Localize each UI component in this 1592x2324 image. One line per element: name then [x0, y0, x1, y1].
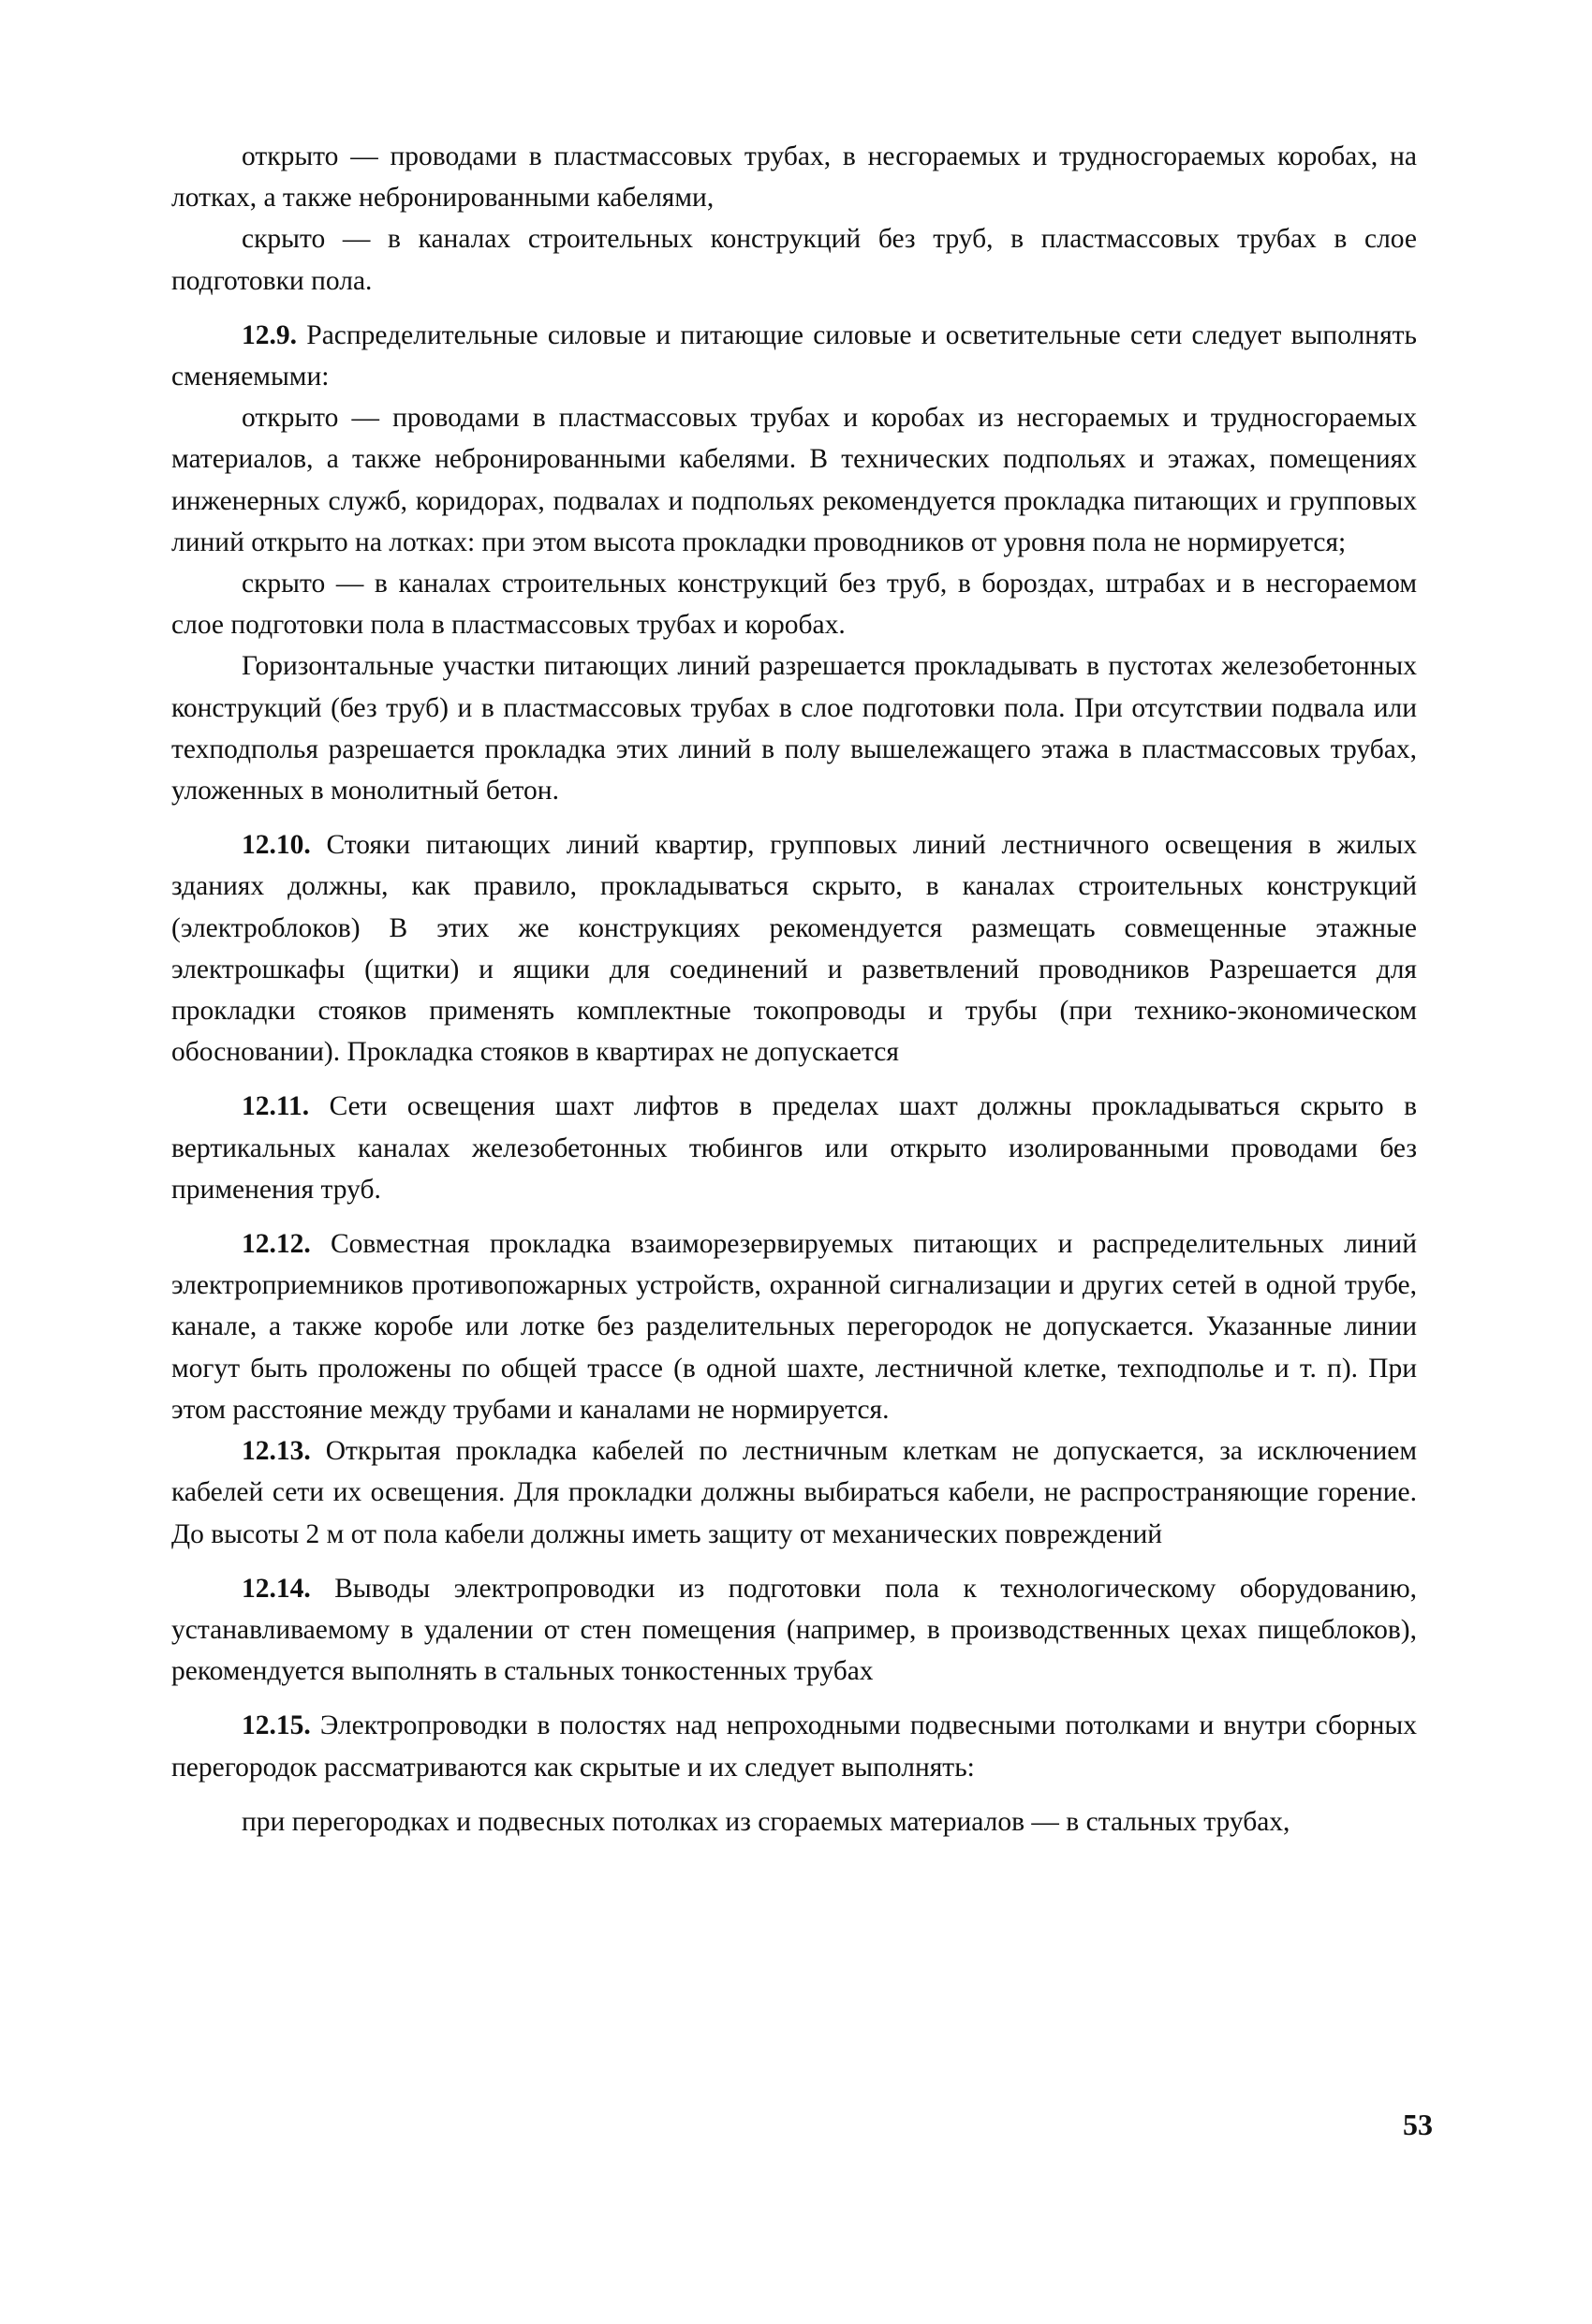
paragraph-text: скрыто — в каналах строительных конструкций без труб, в бороздах, штрабах и в несгораемом слое подготовки пола в пластмассовых трубах и коробах. — [171, 569, 1417, 641]
clause-12-10 — [171, 824, 1417, 1073]
clause-text: Выводы электропроводки из подготовки пола к технологическому оборудованию, устанавливаемому в удалении от стен помещения (например, в производственных цехах пищеблоков), рекомендуется выполнять в стальных тонкостенных трубах — [171, 1573, 1417, 1687]
clause-12-11 — [171, 1086, 1417, 1210]
clause-text: Распределительные силовые и питающие силовые и осветительные сети следует выполнять сменяемыми: — [171, 319, 1417, 392]
document-body — [171, 136, 1417, 1843]
clause-number: 12.11. — [242, 1091, 310, 1122]
clause-number: 12.15. — [242, 1710, 311, 1741]
clause-number: 12.14. — [242, 1573, 311, 1604]
clause-text: Сети освещения шахт лифтов в пределах шахт должны прокладываться скрыто в вертикальных каналах железобетонных тюбингов или открыто изолированными проводами без применения труб. — [171, 1091, 1418, 1205]
clause-12-15 — [171, 1705, 1417, 1787]
paragraph-partitions-ceilings — [171, 1801, 1417, 1843]
paragraph-text: открыто — проводами в пластмассовых трубах и коробах из несгораемых и трудносгораемых материалов, а также небронированными кабелями. В технических подпольях и этажах, помещениях инженерных служб, коридорах, подвалах и подпольях рекомендуется прокладка питающих и групповых линий открыто на лотках: при этом высота прокладки проводников от уровня пола не нормируется; — [171, 403, 1417, 557]
paragraph-text: открыто — проводами в пластмассовых трубах, в несгораемых и трудносгораемых коробах, на лотках, а также небронированными кабелями, — [171, 141, 1417, 214]
paragraph-text: скрыто — в каналах строительных конструкций без труб, в пластмассовых трубах в слое подготовки пола. — [171, 224, 1417, 296]
clause-number: 12.9. — [242, 319, 297, 350]
clause-12-9 — [171, 315, 1417, 397]
clause-number: 12.13. — [242, 1436, 311, 1467]
paragraph-open-wiring — [171, 136, 1417, 218]
paragraph-hidden-replaceable — [171, 563, 1417, 645]
clause-number: 12.12. — [242, 1229, 311, 1260]
paragraph-hidden-wiring — [171, 218, 1417, 301]
clause-text: Совместная прокладка взаиморезервируемых питающих и распределительных линий электроприемников противопожарных устройств, охранной сигнализации и других сетей в одной трубе, канале, а также коробе или лотке без разделительных перегородок не допускается. Указанные линии могут быть проложены по общей трассе (в одной шахте, лестничной клетке, техподполье и т. п). При этом расстояние между трубами и каналами не нормируется. — [171, 1229, 1417, 1425]
paragraph-open-replaceable — [171, 397, 1417, 563]
clause-12-14 — [171, 1568, 1417, 1693]
clause-text: Открытая прокладка кабелей по лестничным клеткам не допускается, за исключением кабелей сети их освещения. Для прокладки должны выбираться кабели, не распространяющие горение. До высоты 2 м от пола кабели должны иметь защиту от механических повреждений — [171, 1436, 1418, 1549]
clause-text: Электропроводки в полостях над непроходными подвесными потолками и внутри сборных перегородок рассматриваются как скрытые и их следует выполнять: — [171, 1710, 1418, 1783]
page-number: 53 — [1403, 2108, 1433, 2141]
paragraph-text: Горизонтальные участки питающих линий разрешается прокладывать в пустотах железобетонных конструкций (без труб) и в пластмассовых трубах в слое подготовки пола. При отсутствии подвала или техподполья разрешается прокладка этих линий в полу вышележащего этажа в пластмассовых трубах, уложенных в монолитный бетон. — [171, 651, 1417, 807]
paragraph-text: при перегородках и подвесных потолках из сгораемых материалов — в стальных трубах, — [242, 1806, 1290, 1837]
clause-number: 12.10. — [242, 830, 311, 861]
paragraph-horizontal-sections — [171, 645, 1417, 811]
clause-12-12 — [171, 1223, 1417, 1430]
clause-text: Стояки питающих линий квартир, групповых линий лестничного освещения в жилых зданиях должны, как правило, прокладываться скрыто, в каналах строительных конструкций (электроблоков) В этих же конструкциях рекомендуется размещать совмещенные этажные электрошкафы (щитки) и ящики для соединений и разветвлений проводников Разрешается для прокладки стояков применять комплектные токопроводы и трубы (при технико-экономическом обосновании). Прокладка стояков в квартирах не допускается — [171, 830, 1418, 1068]
clause-12-13 — [171, 1430, 1417, 1555]
